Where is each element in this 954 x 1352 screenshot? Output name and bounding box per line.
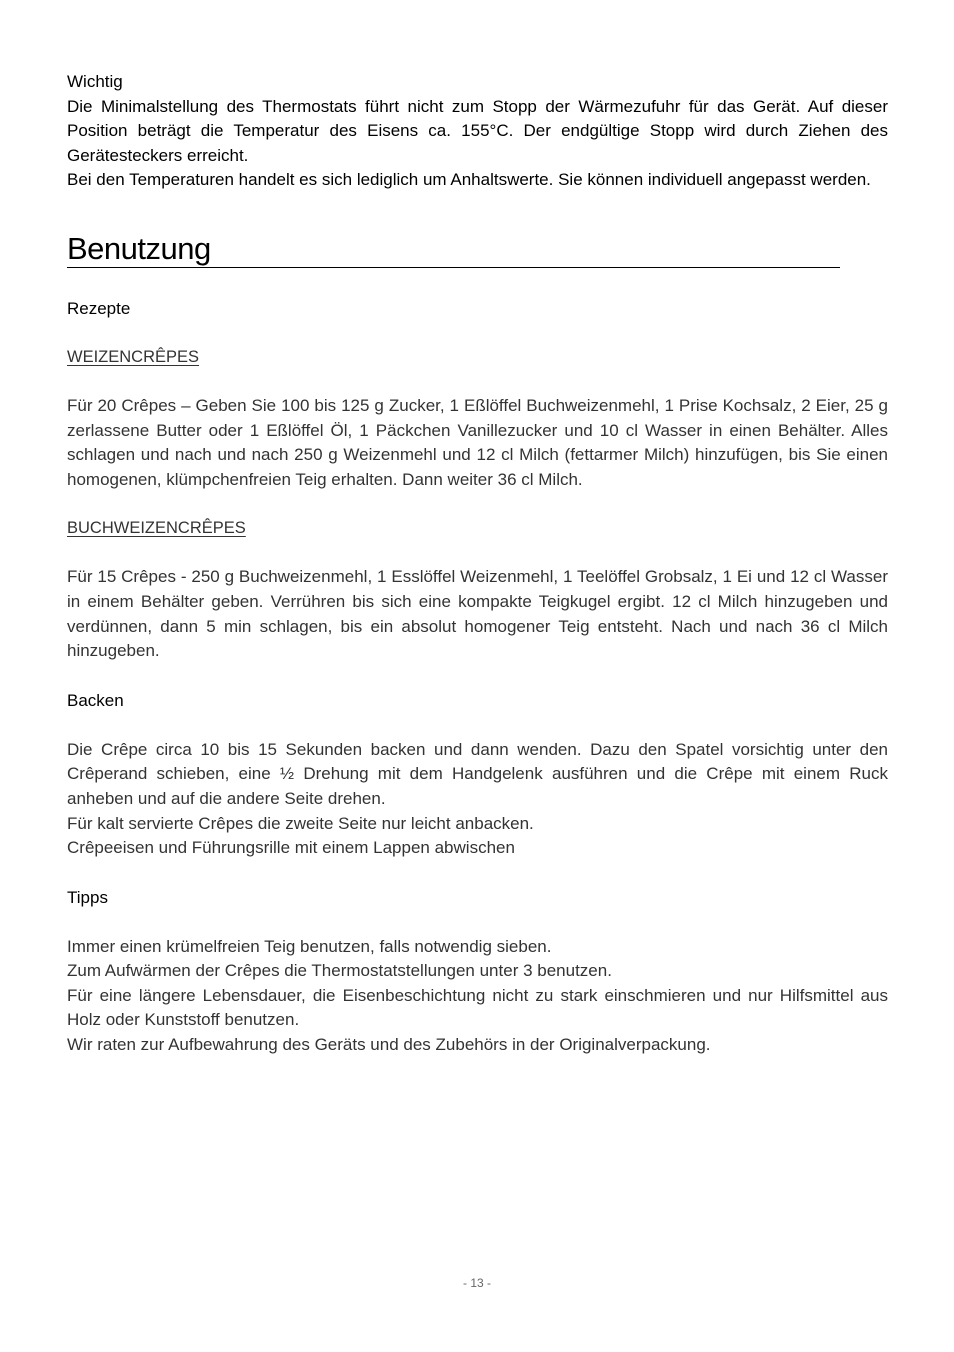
important-heading: Wichtig: [67, 72, 123, 91]
wheat-crepes-text: Für 20 Crêpes – Geben Sie 100 bis 125 g Zucker, 1 Eßlöffel Buchweizenmehl, 1 Prise Kochsalz, 2 Eier, 25 g zerlassene Butter oder 1 Eßlöffel Öl, 1 Päckchen Vanillezucker und 10 cl Wasser in einen Behälter. Alles schlagen und nach und nach 250 g Weizenmehl und 12 cl Milch (fettarmer Milch) hinzufügen, bis Sie einen homogenen, klümpchenfreien Teig erhalten. Dann weiter 36 cl Milch.: [67, 395, 888, 489]
buckwheat-crepes-title: BUCHWEIZENCRÊPES: [67, 519, 246, 538]
baking-text-3: Crêpeeisen und Führungsrille mit einem Lappen abwischen: [67, 838, 515, 858]
important-text-1: Die Minimalstellung des Thermostats führt nicht zum Stopp der Wärmezufuhr für das Gerät. Auf dieser Position beträgt die Temperatur des Eisens ca. 155°C. Der endgültige Stopp wird durch Ziehen des Gerätesteckers erreicht.: [67, 96, 888, 165]
baking-text-2: Für kalt servierte Crêpes die zweite Seite nur leicht anbacken.: [67, 813, 534, 833]
important-text-2: Bei den Temperaturen handelt es sich lediglich um Anhaltswerte. Sie können individuell angepasst werden.: [67, 170, 871, 190]
recipes-heading: Rezepte: [67, 298, 131, 318]
tips-text-1: Immer einen krümelfreien Teig benutzen, falls notwendig sieben.: [67, 936, 552, 956]
document-page: [67, 70, 888, 1058]
tips-heading: Tipps: [67, 887, 108, 907]
tips-text-3: Für eine längere Lebensdauer, die Eisenbeschichtung nicht zu stark einschmieren und nur Hilfsmittel aus Holz oder Kunststoff benutzen.: [67, 985, 888, 1030]
section-title: Benutzung: [67, 230, 211, 266]
page-number: - 13 -: [462, 1276, 491, 1290]
tips-text-2: Zum Aufwärmen der Crêpes die Thermostatstellungen unter 3 benutzen.: [67, 961, 612, 981]
tips-text-4: Wir raten zur Aufbewahrung des Geräts und des Zubehörs in der Originalverpackung.: [67, 1035, 711, 1055]
baking-heading: Backen: [67, 690, 124, 710]
section-header: [67, 227, 840, 268]
baking-text-1: Die Crêpe circa 10 bis 15 Sekunden backen und dann wenden. Dazu den Spatel vorsichtig unter den Crêperand schieben, eine ½ Drehung mit dem Handgelenk ausführen und die Crêpe mit einem Ruck anheben und auf die andere Seite drehen.: [67, 739, 888, 808]
buckwheat-crepes-text: Für 15 Crêpes - 250 g Buchweizenmehl, 1 Esslöffel Weizenmehl, 1 Teelöffel Grobsalz, 1 Ei und 12 cl Wasser in einem Behälter geben. Verrühren bis sich eine kompakte Teigkugel ergibt. 12 cl Milch hinzugeben und verdünnen, dann 5 min schlagen, bis ein absolut homogener Teig entsteht. Nach und nach 36 cl Milch hinzugeben.: [67, 567, 888, 661]
wheat-crepes-title: WEIZENCRÊPES: [67, 347, 200, 366]
